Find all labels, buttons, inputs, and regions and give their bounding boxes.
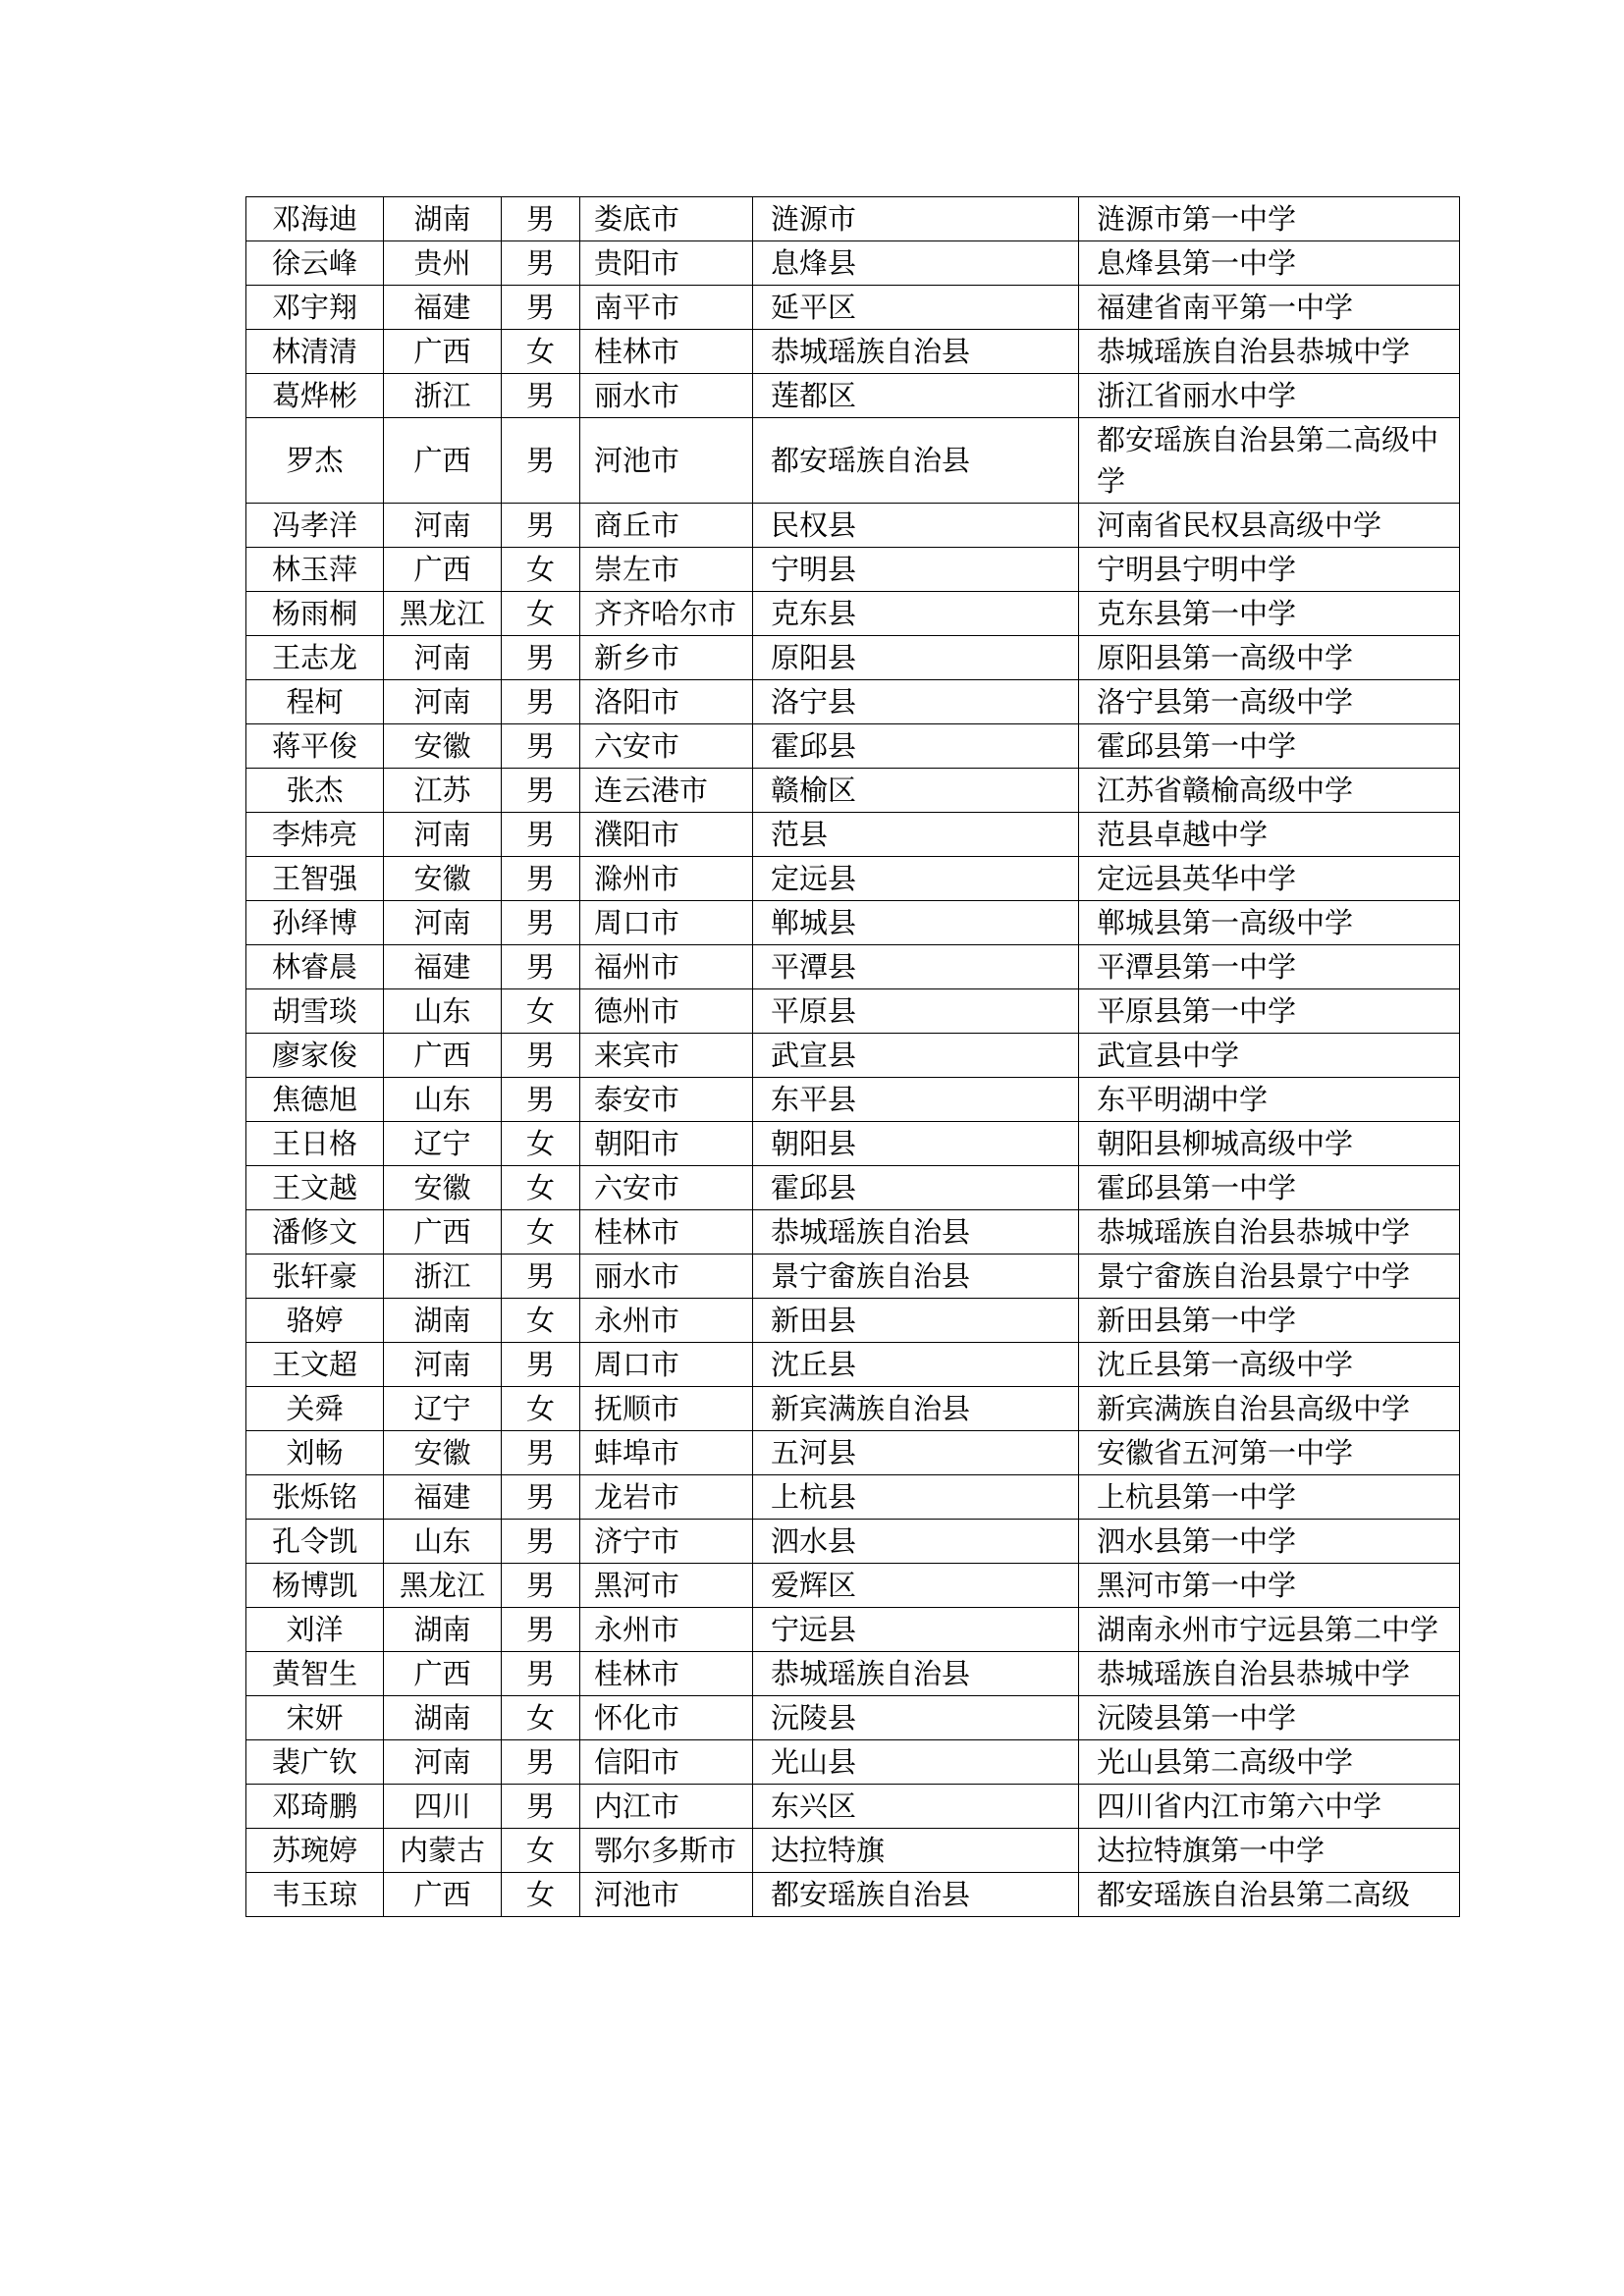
school-cell: 克东县第一中学 (1079, 592, 1460, 636)
gender-cell: 男 (502, 1785, 580, 1829)
county-cell: 景宁畲族自治县 (753, 1255, 1079, 1299)
school-cell: 恭城瑶族自治县恭城中学 (1079, 1210, 1460, 1255)
table-row (246, 636, 1460, 680)
table-row (246, 1652, 1460, 1696)
province-cell: 广西 (384, 1873, 502, 1917)
school-cell: 宁明县宁明中学 (1079, 548, 1460, 592)
gender-cell: 男 (502, 636, 580, 680)
name-cell: 王智强 (246, 857, 384, 901)
city-cell: 洛阳市 (580, 680, 753, 724)
county-cell: 恭城瑶族自治县 (753, 1652, 1079, 1696)
gender-cell: 女 (502, 989, 580, 1034)
city-cell: 六安市 (580, 724, 753, 769)
name-cell: 张烁铭 (246, 1475, 384, 1520)
gender-cell: 女 (502, 1696, 580, 1740)
gender-cell: 男 (502, 857, 580, 901)
name-cell: 林睿晨 (246, 945, 384, 989)
school-cell: 都安瑶族自治县第二高级中学 (1079, 418, 1460, 504)
table-row (246, 548, 1460, 592)
province-cell: 黑龙江 (384, 592, 502, 636)
city-cell: 滁州市 (580, 857, 753, 901)
county-cell: 定远县 (753, 857, 1079, 901)
name-cell: 韦玉琼 (246, 1873, 384, 1917)
table-row (246, 1122, 1460, 1166)
school-cell: 泗水县第一中学 (1079, 1520, 1460, 1564)
city-cell: 济宁市 (580, 1520, 753, 1564)
school-cell: 江苏省赣榆高级中学 (1079, 769, 1460, 813)
province-cell: 辽宁 (384, 1387, 502, 1431)
province-cell: 福建 (384, 1475, 502, 1520)
province-cell: 河南 (384, 636, 502, 680)
gender-cell: 男 (502, 1652, 580, 1696)
city-cell: 周口市 (580, 901, 753, 945)
table-row (246, 1299, 1460, 1343)
school-cell: 朝阳县柳城高级中学 (1079, 1122, 1460, 1166)
county-cell: 爱辉区 (753, 1564, 1079, 1608)
gender-cell: 男 (502, 1608, 580, 1652)
province-cell: 安徽 (384, 1166, 502, 1210)
gender-cell: 女 (502, 1166, 580, 1210)
province-cell: 广西 (384, 330, 502, 374)
school-cell: 恭城瑶族自治县恭城中学 (1079, 1652, 1460, 1696)
county-cell: 恭城瑶族自治县 (753, 1210, 1079, 1255)
province-cell: 四川 (384, 1785, 502, 1829)
city-cell: 内江市 (580, 1785, 753, 1829)
school-cell: 都安瑶族自治县第二高级 (1079, 1873, 1460, 1917)
table-row (246, 1873, 1460, 1917)
table-row (246, 1387, 1460, 1431)
county-cell: 涟源市 (753, 197, 1079, 241)
city-cell: 来宾市 (580, 1034, 753, 1078)
province-cell: 广西 (384, 418, 502, 504)
city-cell: 黑河市 (580, 1564, 753, 1608)
school-cell: 息烽县第一中学 (1079, 241, 1460, 286)
name-cell: 李炜亮 (246, 813, 384, 857)
name-cell: 宋妍 (246, 1696, 384, 1740)
gender-cell: 男 (502, 1520, 580, 1564)
province-cell: 河南 (384, 901, 502, 945)
province-cell: 安徽 (384, 1431, 502, 1475)
province-cell: 河南 (384, 680, 502, 724)
gender-cell: 男 (502, 724, 580, 769)
student-table (245, 196, 1460, 1917)
school-cell: 四川省内江市第六中学 (1079, 1785, 1460, 1829)
city-cell: 连云港市 (580, 769, 753, 813)
city-cell: 崇左市 (580, 548, 753, 592)
city-cell: 朝阳市 (580, 1122, 753, 1166)
city-cell: 齐齐哈尔市 (580, 592, 753, 636)
city-cell: 怀化市 (580, 1696, 753, 1740)
county-cell: 范县 (753, 813, 1079, 857)
name-cell: 黄智生 (246, 1652, 384, 1696)
table-row (246, 197, 1460, 241)
name-cell: 王日格 (246, 1122, 384, 1166)
province-cell: 河南 (384, 504, 502, 548)
name-cell: 蒋平俊 (246, 724, 384, 769)
school-cell: 安徽省五河第一中学 (1079, 1431, 1460, 1475)
table-row (246, 1785, 1460, 1829)
county-cell: 东兴区 (753, 1785, 1079, 1829)
province-cell: 广西 (384, 1210, 502, 1255)
county-cell: 洛宁县 (753, 680, 1079, 724)
name-cell: 邓宇翔 (246, 286, 384, 330)
province-cell: 内蒙古 (384, 1829, 502, 1873)
city-cell: 信阳市 (580, 1740, 753, 1785)
county-cell: 息烽县 (753, 241, 1079, 286)
province-cell: 江苏 (384, 769, 502, 813)
city-cell: 德州市 (580, 989, 753, 1034)
gender-cell: 男 (502, 680, 580, 724)
table-row (246, 1166, 1460, 1210)
county-cell: 莲都区 (753, 374, 1079, 418)
province-cell: 河南 (384, 1740, 502, 1785)
school-cell: 范县卓越中学 (1079, 813, 1460, 857)
city-cell: 蚌埠市 (580, 1431, 753, 1475)
city-cell: 濮阳市 (580, 813, 753, 857)
gender-cell: 男 (502, 1564, 580, 1608)
city-cell: 福州市 (580, 945, 753, 989)
school-cell: 景宁畲族自治县景宁中学 (1079, 1255, 1460, 1299)
county-cell: 霍邱县 (753, 1166, 1079, 1210)
city-cell: 鄂尔多斯市 (580, 1829, 753, 1873)
table-row (246, 901, 1460, 945)
table-row (246, 1343, 1460, 1387)
province-cell: 广西 (384, 1652, 502, 1696)
county-cell: 东平县 (753, 1078, 1079, 1122)
name-cell: 张杰 (246, 769, 384, 813)
table-row (246, 330, 1460, 374)
name-cell: 徐云峰 (246, 241, 384, 286)
school-cell: 达拉特旗第一中学 (1079, 1829, 1460, 1873)
province-cell: 山东 (384, 1520, 502, 1564)
city-cell: 周口市 (580, 1343, 753, 1387)
table-row (246, 769, 1460, 813)
province-cell: 黑龙江 (384, 1564, 502, 1608)
city-cell: 永州市 (580, 1608, 753, 1652)
table-row (246, 1740, 1460, 1785)
county-cell: 上杭县 (753, 1475, 1079, 1520)
name-cell: 裴广钦 (246, 1740, 384, 1785)
gender-cell: 女 (502, 330, 580, 374)
school-cell: 平潭县第一中学 (1079, 945, 1460, 989)
name-cell: 程柯 (246, 680, 384, 724)
table-row (246, 945, 1460, 989)
name-cell: 邓琦鹏 (246, 1785, 384, 1829)
name-cell: 林清清 (246, 330, 384, 374)
school-cell: 东平明湖中学 (1079, 1078, 1460, 1122)
name-cell: 刘洋 (246, 1608, 384, 1652)
school-cell: 黑河市第一中学 (1079, 1564, 1460, 1608)
gender-cell: 女 (502, 1829, 580, 1873)
school-cell: 涟源市第一中学 (1079, 197, 1460, 241)
gender-cell: 女 (502, 1387, 580, 1431)
gender-cell: 男 (502, 374, 580, 418)
county-cell: 泗水县 (753, 1520, 1079, 1564)
city-cell: 丽水市 (580, 1255, 753, 1299)
name-cell: 王文超 (246, 1343, 384, 1387)
city-cell: 龙岩市 (580, 1475, 753, 1520)
province-cell: 福建 (384, 286, 502, 330)
province-cell: 浙江 (384, 1255, 502, 1299)
name-cell: 焦德旭 (246, 1078, 384, 1122)
table-row (246, 1255, 1460, 1299)
province-cell: 湖南 (384, 1299, 502, 1343)
table-row (246, 1078, 1460, 1122)
county-cell: 达拉特旗 (753, 1829, 1079, 1873)
name-cell: 胡雪琰 (246, 989, 384, 1034)
gender-cell: 男 (502, 418, 580, 504)
city-cell: 桂林市 (580, 1210, 753, 1255)
name-cell: 林玉萍 (246, 548, 384, 592)
school-cell: 霍邱县第一中学 (1079, 1166, 1460, 1210)
city-cell: 桂林市 (580, 330, 753, 374)
county-cell: 恭城瑶族自治县 (753, 330, 1079, 374)
city-cell: 六安市 (580, 1166, 753, 1210)
school-cell: 武宣县中学 (1079, 1034, 1460, 1078)
name-cell: 张轩豪 (246, 1255, 384, 1299)
school-cell: 河南省民权县高级中学 (1079, 504, 1460, 548)
school-cell: 光山县第二高级中学 (1079, 1740, 1460, 1785)
province-cell: 广西 (384, 1034, 502, 1078)
county-cell: 延平区 (753, 286, 1079, 330)
gender-cell: 女 (502, 592, 580, 636)
city-cell: 贵阳市 (580, 241, 753, 286)
gender-cell: 男 (502, 945, 580, 989)
table-row (246, 724, 1460, 769)
province-cell: 安徽 (384, 857, 502, 901)
name-cell: 杨雨桐 (246, 592, 384, 636)
county-cell: 原阳县 (753, 636, 1079, 680)
gender-cell: 男 (502, 1078, 580, 1122)
school-cell: 原阳县第一高级中学 (1079, 636, 1460, 680)
county-cell: 武宣县 (753, 1034, 1079, 1078)
county-cell: 沈丘县 (753, 1343, 1079, 1387)
name-cell: 葛烨彬 (246, 374, 384, 418)
province-cell: 河南 (384, 813, 502, 857)
table-row (246, 1696, 1460, 1740)
city-cell: 河池市 (580, 1873, 753, 1917)
school-cell: 上杭县第一中学 (1079, 1475, 1460, 1520)
province-cell: 山东 (384, 1078, 502, 1122)
city-cell: 新乡市 (580, 636, 753, 680)
province-cell: 广西 (384, 548, 502, 592)
table-row (246, 989, 1460, 1034)
gender-cell: 男 (502, 1740, 580, 1785)
gender-cell: 女 (502, 1299, 580, 1343)
gender-cell: 男 (502, 1034, 580, 1078)
table-row (246, 592, 1460, 636)
table-row (246, 1431, 1460, 1475)
county-cell: 克东县 (753, 592, 1079, 636)
county-cell: 平原县 (753, 989, 1079, 1034)
province-cell: 河南 (384, 1343, 502, 1387)
school-cell: 洛宁县第一高级中学 (1079, 680, 1460, 724)
name-cell: 冯孝洋 (246, 504, 384, 548)
gender-cell: 男 (502, 241, 580, 286)
city-cell: 泰安市 (580, 1078, 753, 1122)
table-row (246, 1475, 1460, 1520)
county-cell: 五河县 (753, 1431, 1079, 1475)
name-cell: 潘修文 (246, 1210, 384, 1255)
table-row (246, 813, 1460, 857)
city-cell: 河池市 (580, 418, 753, 504)
gender-cell: 男 (502, 1431, 580, 1475)
name-cell: 苏琬婷 (246, 1829, 384, 1873)
gender-cell: 男 (502, 504, 580, 548)
name-cell: 关舜 (246, 1387, 384, 1431)
school-cell: 新田县第一中学 (1079, 1299, 1460, 1343)
province-cell: 湖南 (384, 1696, 502, 1740)
county-cell: 宁明县 (753, 548, 1079, 592)
city-cell: 抚顺市 (580, 1387, 753, 1431)
gender-cell: 女 (502, 548, 580, 592)
province-cell: 贵州 (384, 241, 502, 286)
city-cell: 丽水市 (580, 374, 753, 418)
school-cell: 沅陵县第一中学 (1079, 1696, 1460, 1740)
county-cell: 郸城县 (753, 901, 1079, 945)
school-cell: 湖南永州市宁远县第二中学 (1079, 1608, 1460, 1652)
gender-cell: 男 (502, 813, 580, 857)
province-cell: 山东 (384, 989, 502, 1034)
school-cell: 浙江省丽水中学 (1079, 374, 1460, 418)
county-cell: 宁远县 (753, 1608, 1079, 1652)
gender-cell: 男 (502, 286, 580, 330)
name-cell: 邓海迪 (246, 197, 384, 241)
county-cell: 朝阳县 (753, 1122, 1079, 1166)
table-row (246, 418, 1460, 504)
city-cell: 桂林市 (580, 1652, 753, 1696)
school-cell: 霍邱县第一中学 (1079, 724, 1460, 769)
gender-cell: 男 (502, 1475, 580, 1520)
table-row (246, 241, 1460, 286)
school-cell: 福建省南平第一中学 (1079, 286, 1460, 330)
name-cell: 王志龙 (246, 636, 384, 680)
gender-cell: 女 (502, 1210, 580, 1255)
gender-cell: 男 (502, 769, 580, 813)
city-cell: 娄底市 (580, 197, 753, 241)
table-row (246, 857, 1460, 901)
name-cell: 孙绎博 (246, 901, 384, 945)
table-row (246, 680, 1460, 724)
name-cell: 骆婷 (246, 1299, 384, 1343)
county-cell: 都安瑶族自治县 (753, 418, 1079, 504)
county-cell: 赣榆区 (753, 769, 1079, 813)
table-row (246, 374, 1460, 418)
city-cell: 永州市 (580, 1299, 753, 1343)
city-cell: 商丘市 (580, 504, 753, 548)
table-row (246, 1210, 1460, 1255)
table-row (246, 1564, 1460, 1608)
county-cell: 都安瑶族自治县 (753, 1873, 1079, 1917)
province-cell: 湖南 (384, 1608, 502, 1652)
school-cell: 定远县英华中学 (1079, 857, 1460, 901)
name-cell: 刘畅 (246, 1431, 384, 1475)
county-cell: 新宾满族自治县 (753, 1387, 1079, 1431)
province-cell: 安徽 (384, 724, 502, 769)
name-cell: 廖家俊 (246, 1034, 384, 1078)
school-cell: 恭城瑶族自治县恭城中学 (1079, 330, 1460, 374)
table-row (246, 1829, 1460, 1873)
name-cell: 王文越 (246, 1166, 384, 1210)
name-cell: 杨博凯 (246, 1564, 384, 1608)
school-cell: 平原县第一中学 (1079, 989, 1460, 1034)
city-cell: 南平市 (580, 286, 753, 330)
gender-cell: 男 (502, 1343, 580, 1387)
gender-cell: 男 (502, 901, 580, 945)
table-row (246, 286, 1460, 330)
county-cell: 新田县 (753, 1299, 1079, 1343)
school-cell: 新宾满族自治县高级中学 (1079, 1387, 1460, 1431)
county-cell: 平潭县 (753, 945, 1079, 989)
province-cell: 辽宁 (384, 1122, 502, 1166)
name-cell: 罗杰 (246, 418, 384, 504)
table-row (246, 1034, 1460, 1078)
table-row (246, 1608, 1460, 1652)
table-body (246, 197, 1460, 1917)
school-cell: 郸城县第一高级中学 (1079, 901, 1460, 945)
county-cell: 沅陵县 (753, 1696, 1079, 1740)
name-cell: 孔令凯 (246, 1520, 384, 1564)
province-cell: 湖南 (384, 197, 502, 241)
gender-cell: 女 (502, 1873, 580, 1917)
table-row (246, 504, 1460, 548)
gender-cell: 男 (502, 197, 580, 241)
province-cell: 浙江 (384, 374, 502, 418)
table-row (246, 1520, 1460, 1564)
gender-cell: 男 (502, 1255, 580, 1299)
county-cell: 光山县 (753, 1740, 1079, 1785)
county-cell: 霍邱县 (753, 724, 1079, 769)
county-cell: 民权县 (753, 504, 1079, 548)
school-cell: 沈丘县第一高级中学 (1079, 1343, 1460, 1387)
province-cell: 福建 (384, 945, 502, 989)
gender-cell: 女 (502, 1122, 580, 1166)
